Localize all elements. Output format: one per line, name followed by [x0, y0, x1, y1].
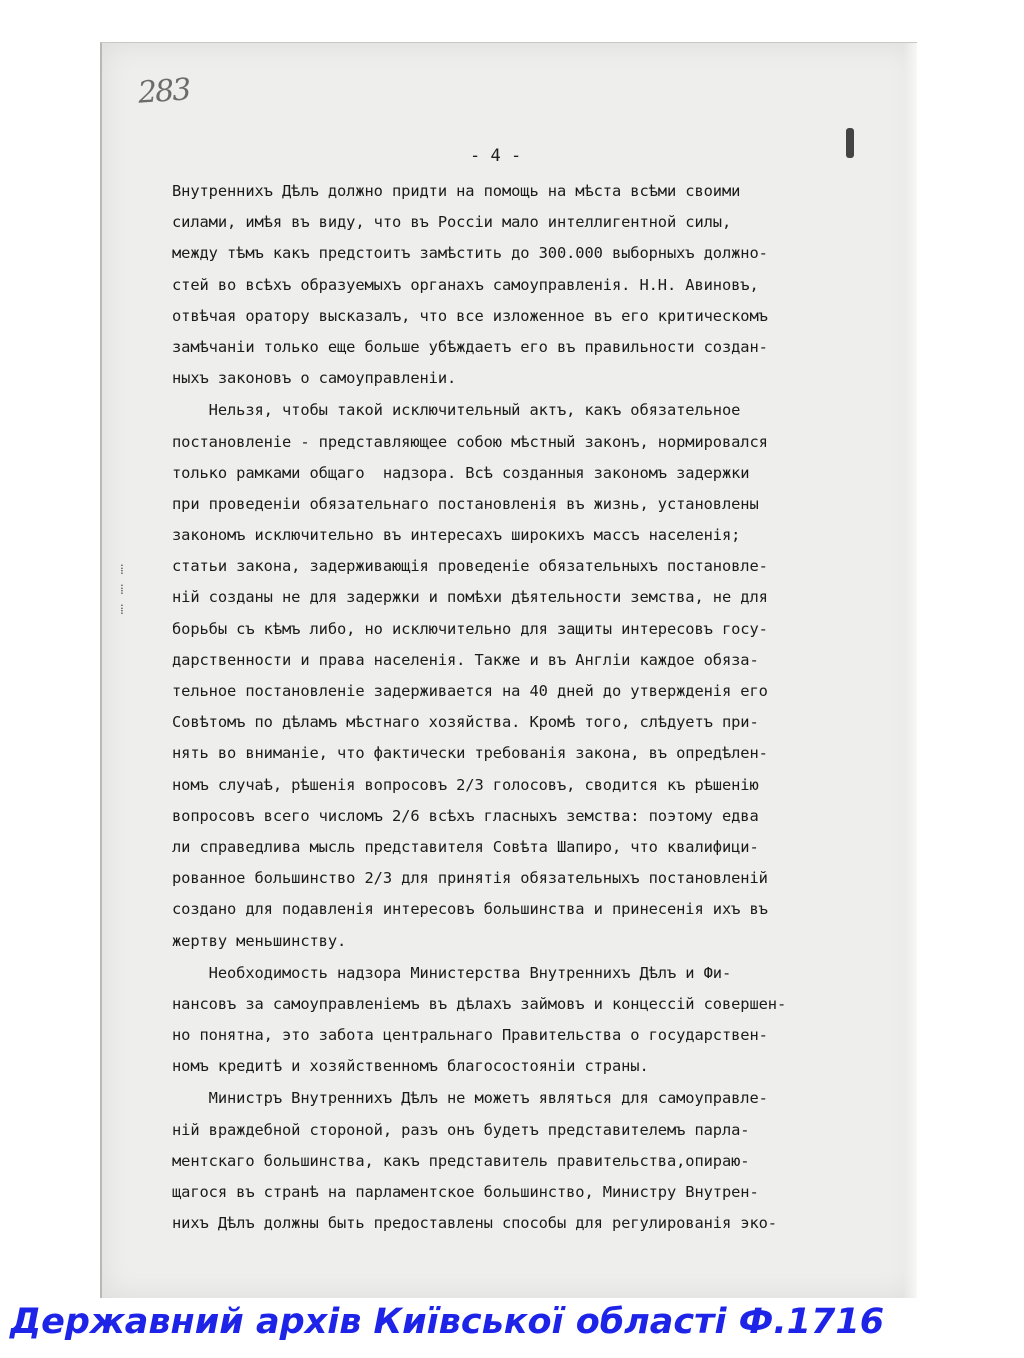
text-line: вопросовъ всего числомъ 2/6 всѣхъ гласныхъ земства: поэтому едва	[172, 806, 759, 825]
text-line: нихъ Дѣлъ должны быть предоставлены способы для регулированія эко-	[172, 1214, 777, 1233]
text-line: рованное большинство 2/3 для принятія обязательныхъ постановленій	[172, 869, 768, 888]
text-line: создано для подавленія интересовъ большинства и принесенія ихъ въ	[172, 900, 768, 919]
paragraph-2	[172, 395, 852, 956]
text-line: нять во вниманіе, что фактически требованія закона, въ опредѣлен-	[172, 744, 768, 763]
text-line: но понятна, это забота центральнаго Правительства о государствен-	[172, 1026, 768, 1045]
text-line: ментскаго большинства, какъ представитель правительства,опираю-	[172, 1151, 750, 1170]
document-body	[172, 176, 852, 1239]
text-line: номъ случаѣ, рѣшенія вопросовъ 2/3 голосовъ, сводится къ рѣшенію	[172, 775, 759, 794]
page-number: - 4 -	[470, 146, 522, 166]
text-line: ли справедлива мысль представителя Совѣта Шапиро, что квалифици-	[172, 837, 759, 856]
text-line: ній созданы не для задержки и помѣхи дѣятельности земства, не для	[172, 588, 768, 607]
archive-watermark: Державний архів Київської області Ф.1716	[10, 1302, 885, 1342]
paragraph-3	[172, 958, 852, 1083]
folio-number: 283	[136, 72, 191, 111]
text-line: борьбы съ кѣмъ либо, но исключительно для защиты интересовъ госу-	[172, 619, 768, 638]
text-line: тельное постановленіе задерживается на 40 дней до утвержденія его	[172, 682, 768, 700]
text-line: статьи закона, задерживающія проведеніе обязательныхъ постановле-	[172, 557, 768, 576]
paragraph-4	[172, 1083, 852, 1239]
text-line: ныхъ законовъ о самоуправленіи.	[172, 369, 457, 388]
text-line: нансовъ за самоуправленіемъ въ дѣлахъ займовъ и концессій совершен-	[172, 994, 787, 1013]
text-line: Нельзя, чтобы такой исключительный актъ, какъ обязательное	[172, 401, 741, 420]
text-line: закономъ исключительно въ интересахъ широкихъ массъ населенія;	[172, 526, 741, 545]
binding-hole-marks: ⁞ ⁞ ⁞	[120, 562, 124, 618]
text-line: при проведеніи обязательнаго постановленія въ жизнь, установлены	[172, 494, 759, 513]
text-line: Совѣтомъ по дѣламъ мѣстнаго хозяйства. Кромѣ того, слѣдуетъ при-	[172, 713, 759, 732]
text-line: Необходимость надзора Министерства Внутреннихъ Дѣлъ и Фи-	[172, 963, 732, 982]
text-line: ній враждебной стороной, разъ онъ будетъ представителемъ парла-	[172, 1120, 750, 1139]
pin-mark	[846, 128, 854, 158]
paragraph-1	[172, 176, 852, 394]
text-line: дарственности и права населенія. Также и въ Англіи каждое обяза-	[172, 650, 759, 669]
text-line: Внутреннихъ Дѣлъ должно придти на помощь на мѣста всѣми своими	[172, 182, 741, 200]
text-line: силами, имѣя въ виду, что въ Россіи мало интеллигентной силы,	[172, 213, 732, 232]
text-line: стей во всѣхъ образуемыхъ органахъ самоуправленія. Н.Н. Авиновъ,	[172, 275, 759, 294]
text-line: щагося въ странѣ на парламентское большинство, Министру Внутрен-	[172, 1183, 759, 1201]
text-line: только рамками общаго надзора. Всѣ созданныя закономъ задержки	[172, 463, 750, 482]
text-line: номъ кредитѣ и хозяйственномъ благосостояніи страны.	[172, 1057, 649, 1076]
text-line: Министръ Внутреннихъ Дѣлъ не можетъ являться для самоуправле-	[172, 1089, 768, 1108]
text-line: постановленіе - представляющее собою мѣстный законъ, нормировался	[172, 432, 768, 451]
text-line: жертву меньшинству.	[172, 931, 347, 950]
text-line: отвѣчая оратору высказалъ, что все изложенное въ его критическомъ	[172, 306, 768, 325]
text-line: между тѣмъ какъ предстоитъ замѣстить до 300.000 выборныхъ должно-	[172, 244, 768, 263]
text-line: замѣчаніи только еще больше убѣждаетъ его въ правильности создан-	[172, 337, 768, 356]
